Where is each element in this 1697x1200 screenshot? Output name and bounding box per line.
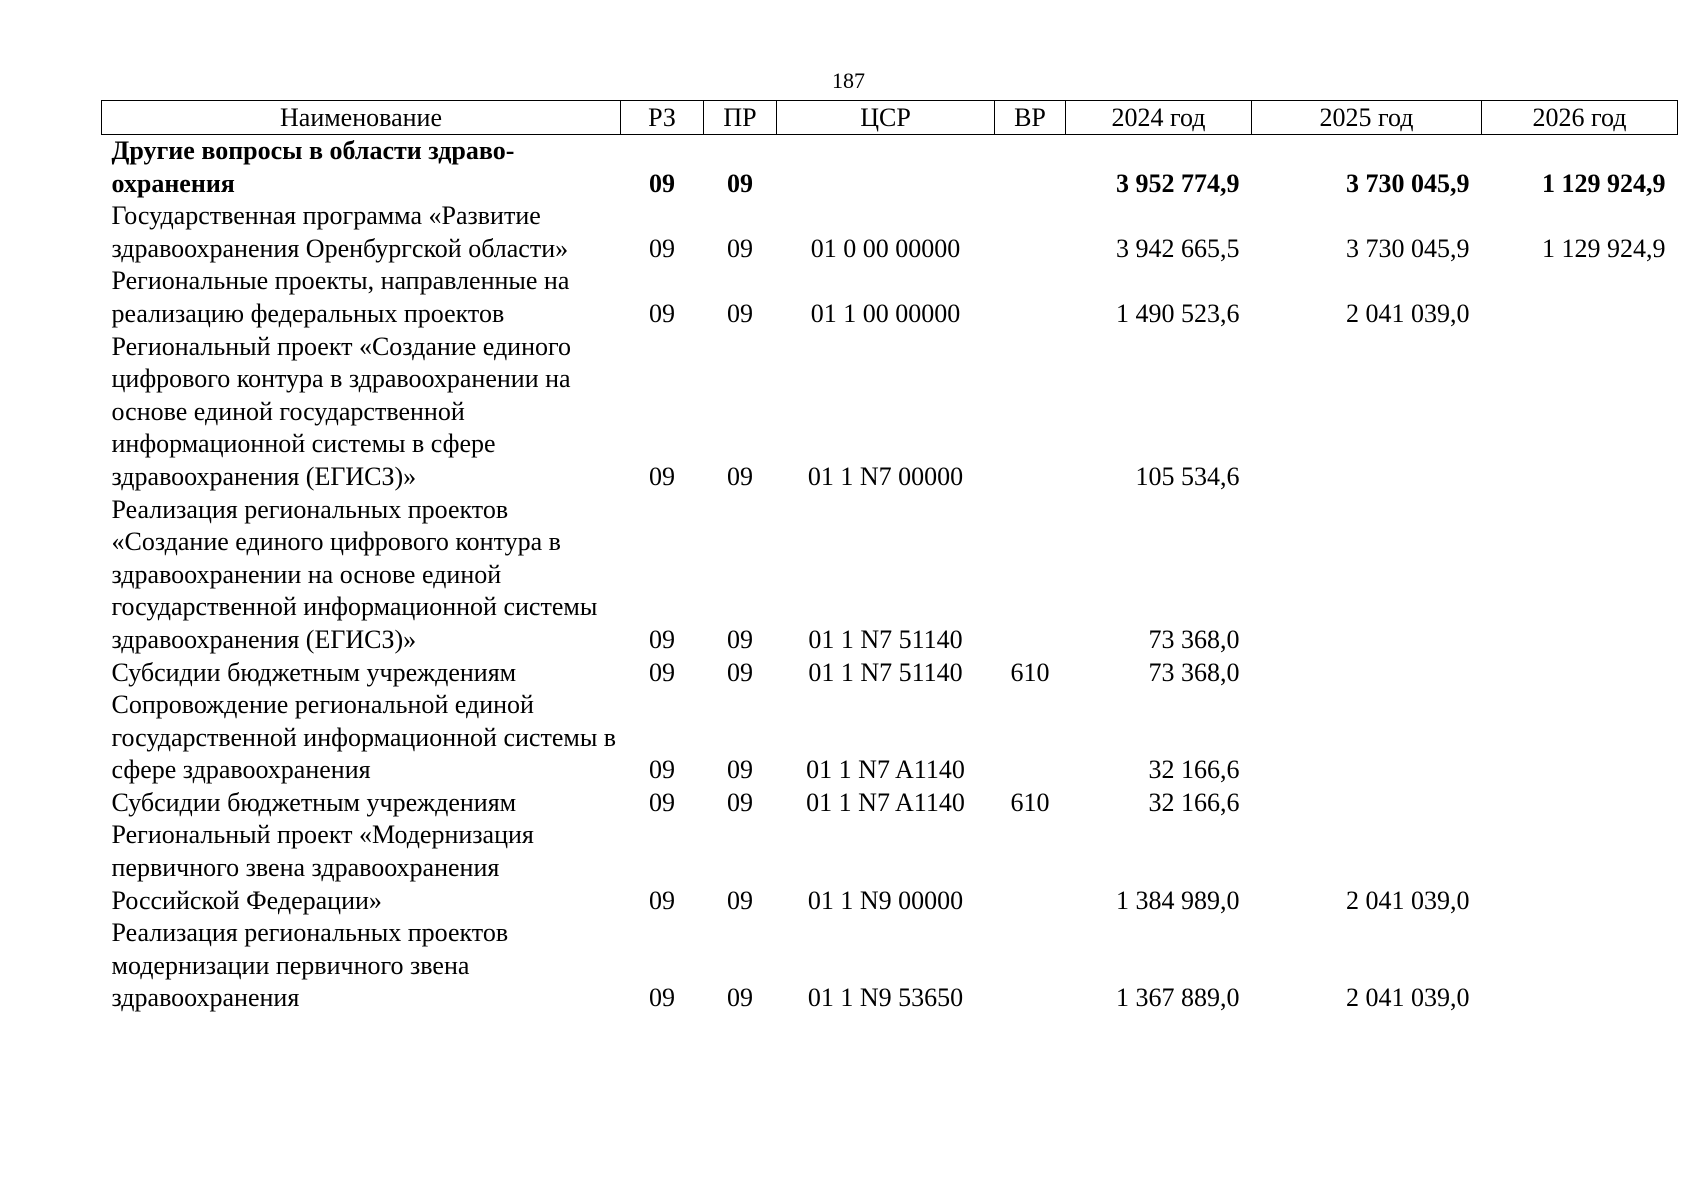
row-2024: 1 367 889,0 xyxy=(1116,983,1240,1013)
row-2025 xyxy=(1252,689,1482,787)
row-2025 xyxy=(1252,787,1482,820)
table-row xyxy=(102,494,1678,657)
page-number: 187 xyxy=(832,68,865,93)
row-pr: 09 xyxy=(727,298,753,328)
row-name: Региональный проект «Модернизация первичного звена здравоохранения Российской Федерации» xyxy=(111,820,534,915)
row-csr: 01 1 N9 53650 xyxy=(807,983,964,1013)
row-2026 xyxy=(1482,494,1678,657)
row-2026 xyxy=(1482,657,1678,690)
row-vr xyxy=(995,200,1066,265)
row-2026 xyxy=(1482,265,1678,330)
budget-table xyxy=(101,100,1678,1015)
table-row xyxy=(102,331,1678,494)
row-rz: 09 xyxy=(649,885,675,915)
row-2024: 32 166,6 xyxy=(1148,787,1240,817)
row-name: Региональный проект «Создание единого цифрового контура в здравоохранении на основе единой государственной информационной системы в сфере здравоохранения (ЕГИСЗ)» xyxy=(111,331,572,491)
header-pr: ПР xyxy=(704,101,777,135)
row-2026 xyxy=(1482,689,1678,787)
table-row xyxy=(102,200,1678,265)
row-name: Другие вопросы в области здраво-охранения xyxy=(111,136,515,198)
row-vr xyxy=(995,135,1066,201)
row-2024: 1 384 989,0 xyxy=(1116,885,1240,915)
header-rz: РЗ xyxy=(621,101,704,135)
row-vr xyxy=(995,917,1066,1015)
row-vr xyxy=(995,819,1066,917)
row-csr: 01 1 N7 51140 xyxy=(808,657,963,687)
row-rz: 09 xyxy=(649,298,675,328)
row-2025: 2 041 039,0 xyxy=(1346,298,1470,328)
header-2025: 2025 год xyxy=(1252,101,1482,135)
row-csr: 01 1 N7 A1140 xyxy=(806,787,965,817)
row-2026: 1 129 924,9 xyxy=(1542,168,1666,198)
table-row xyxy=(102,265,1678,330)
table-row xyxy=(102,787,1678,820)
row-2025: 3 730 045,9 xyxy=(1346,168,1470,198)
row-rz: 09 xyxy=(649,461,675,491)
row-vr xyxy=(995,331,1066,494)
row-2025: 3 730 045,9 xyxy=(1346,233,1470,263)
row-2025 xyxy=(1252,657,1482,690)
row-rz: 09 xyxy=(649,657,675,687)
row-pr: 09 xyxy=(727,657,753,687)
row-rz: 09 xyxy=(649,624,675,654)
row-pr: 09 xyxy=(727,461,753,491)
row-pr: 09 xyxy=(727,885,753,915)
row-name: Реализация региональных проектов «Создание единого цифрового контура в здравоохранении на основе единой государственной информационной системы здравоохранения (ЕГИСЗ)» xyxy=(111,494,598,654)
row-rz: 09 xyxy=(649,168,675,198)
row-pr: 09 xyxy=(727,755,753,785)
row-pr: 09 xyxy=(727,787,753,817)
row-2025: 2 041 039,0 xyxy=(1346,885,1470,915)
row-vr: 610 xyxy=(1010,657,1050,687)
row-2026 xyxy=(1482,819,1678,917)
header-vr: ВР xyxy=(995,101,1066,135)
row-name: Сопровождение региональной единой государственной информационной системы в сфере здравоохранения xyxy=(111,690,617,785)
row-2024: 73 368,0 xyxy=(1148,657,1240,687)
header-2026: 2026 год xyxy=(1482,101,1678,135)
row-pr: 09 xyxy=(727,624,753,654)
row-name: Субсидии бюджетным учреждениям xyxy=(111,657,517,687)
row-pr: 09 xyxy=(727,983,753,1013)
table-row xyxy=(102,657,1678,690)
row-name: Региональные проекты, направленные на реализацию федеральных проектов xyxy=(111,266,570,328)
row-csr: 01 1 N9 00000 xyxy=(807,885,964,915)
table-row xyxy=(102,917,1678,1015)
row-rz: 09 xyxy=(649,787,675,817)
row-2024: 105 534,6 xyxy=(1135,461,1240,491)
table-row xyxy=(102,689,1678,787)
row-csr: 01 1 N7 00000 xyxy=(807,461,964,491)
header-name: Наименование xyxy=(102,101,621,135)
row-name: Субсидии бюджетным учреждениям xyxy=(111,787,517,817)
row-rz: 09 xyxy=(649,983,675,1013)
row-vr xyxy=(995,494,1066,657)
row-2024: 32 166,6 xyxy=(1148,755,1240,785)
row-pr: 09 xyxy=(727,168,753,198)
row-csr: 01 1 N7 51140 xyxy=(808,624,963,654)
row-2026 xyxy=(1482,917,1678,1015)
row-name: Реализация региональных проектов модернизации первичного звена здравоохранения xyxy=(111,918,509,1013)
row-csr: 01 0 00 00000 xyxy=(810,233,961,263)
row-2025 xyxy=(1252,494,1482,657)
row-vr: 610 xyxy=(1010,787,1050,817)
header-2024: 2024 год xyxy=(1066,101,1252,135)
row-2024: 1 490 523,6 xyxy=(1116,298,1240,328)
row-vr xyxy=(995,265,1066,330)
row-2026: 1 129 924,9 xyxy=(1542,233,1666,263)
row-name: Государственная программа «Развитие здравоохранения Оренбургской области» xyxy=(111,201,569,263)
row-2024: 3 952 774,9 xyxy=(1116,168,1240,198)
row-2024: 73 368,0 xyxy=(1148,624,1240,654)
header-csr: ЦСР xyxy=(777,101,995,135)
row-2025 xyxy=(1252,331,1482,494)
table-row xyxy=(102,135,1678,201)
row-vr xyxy=(995,689,1066,787)
table-header-row xyxy=(102,101,1678,135)
row-pr: 09 xyxy=(727,233,753,263)
row-2024: 3 942 665,5 xyxy=(1116,233,1240,263)
row-rz: 09 xyxy=(649,755,675,785)
row-2026 xyxy=(1482,331,1678,494)
row-csr: 01 1 N7 A1140 xyxy=(806,755,965,785)
row-rz: 09 xyxy=(649,233,675,263)
row-csr xyxy=(777,135,995,201)
row-csr: 01 1 00 00000 xyxy=(810,298,961,328)
row-2025: 2 041 039,0 xyxy=(1346,983,1470,1013)
table-row xyxy=(102,819,1678,917)
row-2026 xyxy=(1482,787,1678,820)
